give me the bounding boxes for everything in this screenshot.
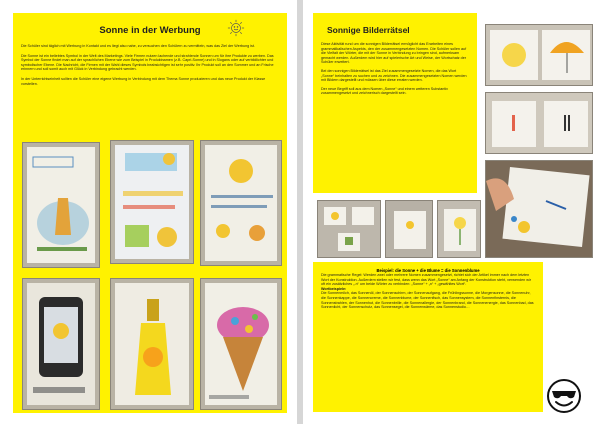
student-ad-photo-5 [110,278,194,410]
right-page [303,0,600,424]
right-paragraph-2: Bei den sonnigen Bilderrätsel ist das Ziel zusammengesetzte Nomen, die das Wort „Sonne“ beinhalten zu suchen und zu zeichnen. Die zusammengesetzten Nomen werden mit Bildern dargestellt und müssen über diese erraten werden. [321,68,467,83]
student-ad-photo-2 [110,140,194,264]
examples-text: Die Sonnenmilch, das Sonnenöl, der Sonnenschirm, der Sonnenaufgang, die Frühlingssonne, die Morgensonne, die Sonnenuhr, die Sonnenkappe, die Sonnencreme, die Sonnenblume, der Sonnenfisch, das Sonnensystem, die Sonnenfinsternis, die Sonnenstrahlen, der Sonnenhut, die Sonnenbrille, die Sonnenallergie, der Sonnenbrand, die Sonnenenergie, das Sonnenbad, das Sonnenlicht, der Sonnenschutz, das Sonnensegel, die Sonnenwärme, das Sonnenstudio… [321,291,534,310]
left-paragraph-1: Die Schüler sind täglich mit Werbung in Kontakt und es liegt also nahe, zu versuchen den Schülern zu vermitteln, was das Ziel der Werbung ist. [21,44,255,48]
puzzle-cards-photo-2 [485,92,593,154]
right-yellow-panel-bottom [313,262,543,412]
left-paragraph-3: In der Unterrichtseinheit sollten die Schüler eine eigene Werbung in Verbindung mit dem Thema Sonne produzieren und das neue Produkt der Klasse vorstellen. [21,76,266,86]
right-paragraph-3: Der neue Begriff soll aus dem Nomen „Sonne“ und einem weiteren Substantiv zusammengesetzt und zeichnerisch dargestellt sein. [321,86,449,96]
student-ad-photo-6 [200,278,282,410]
puzzle-cards-photo-3 [317,200,381,258]
grammar-rule-text: Die grammatische Regel: Werden zwei oder mehrere Nomen zusammengesetzt, richtet sich der Artikel immer nach dem letzten Wort der Konstruktion. Außerdem stellen wir fest, dass wenn das Wort „Sonne“ am Anfang der Konstruktion steht, verwenden wir oft ein zusätzliches „-n“ um beide Wörter zu verbinden: „Sonne“ + „n“ + „gewähltes Wort“. [321,273,531,287]
left-paragraph-2: Die Sonne ist ein beliebtes Symbol in der Welt des Marketings. Viele Firmen nutzen lachende und strahlende Sonnen um für ihre Produkte zu werben. Das Symbol der Sonne findet man auf der sprachlichen Ebene wie zum Beispiel in Produktnamen (z.B. Capri-Sonne) und in Slogans oder auf verbildlichter und symbolischer Ebene. Die Nachricht, die Firmen mit der Wahl dieses Symbols beabsichtigen ist sehr positiv. Ihr Produkt soll an den Sommer und an Frische erinnern und soll somit auch mit Glück in Verbindung gebracht werden. [21,53,274,72]
student-ad-photo-3 [200,140,282,266]
left-page [0,0,297,424]
examples-heading: Wortbeispiele: [321,286,347,291]
sunglasses-smiley-icon [546,378,582,414]
student-drawing-photo [485,160,593,258]
right-yellow-panel-top [313,13,477,193]
right-page-title: Sonnige Bilderrätsel [327,25,410,35]
example-caption: Beispiel: die Sonne + die Blume = die Sonnenblume [376,268,480,273]
student-ad-photo-1 [22,142,100,268]
sun-icon [227,19,245,37]
puzzle-cards-photo-5 [437,200,481,258]
student-ad-photo-4 [22,278,100,410]
puzzle-cards-photo [485,24,593,86]
right-paragraph-1: Diese Aktivität rund um die sonnigen Bilderrätsel ermöglicht das Erarbeiten eines grammatikalischen Aspekts, den der zusammengesetzten Nomen. Die Schüler sollen auf die Vielfalt der Wörter, die mit der Sonne in Verbindung zu bringen sind, aufmerksam gemacht werden. Außerdem wird hier auf spielerische Art und Weise, der Wortschatz der Schüler erweitert. [321,42,467,65]
puzzle-cards-photo-4 [385,200,433,258]
left-page-title: Sonne in der Werbung [99,25,201,36]
